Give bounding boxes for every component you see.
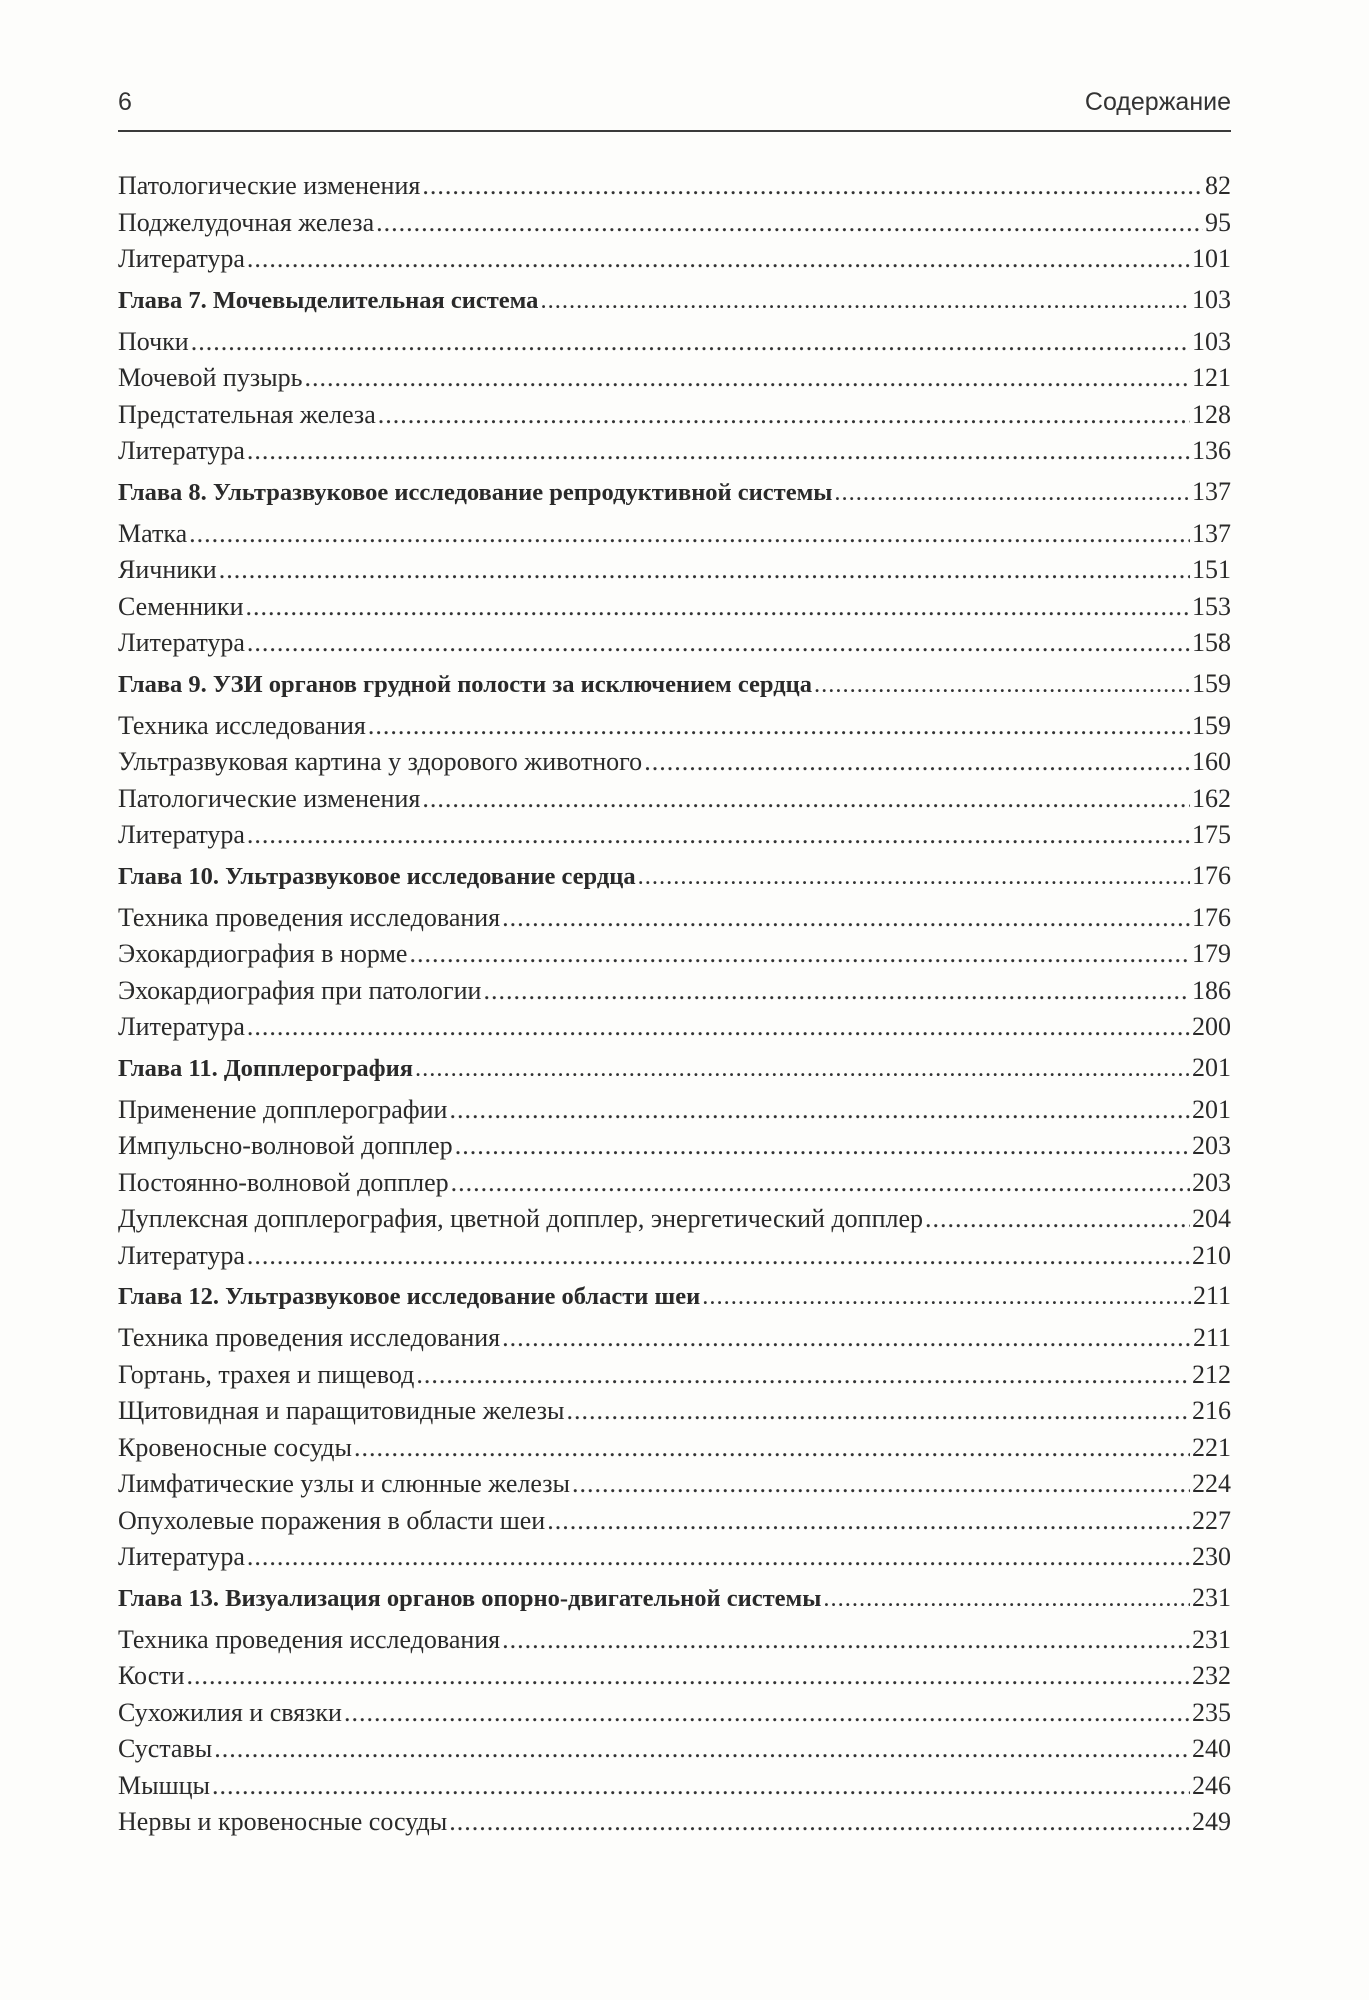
dot-leader (415, 1051, 1190, 1087)
toc-entry-page-number: 151 (1192, 555, 1231, 584)
toc-entry-title: Техника исследования (118, 710, 366, 740)
toc-entry-title: Сухожилия и связки (118, 1697, 342, 1727)
toc-entry-title: Кости (118, 1661, 185, 1690)
toc-entry-title: Эхокардиография при патологии (118, 975, 482, 1005)
toc-entry-title: Литература (118, 1012, 245, 1041)
toc-entry-title: Глава 8. Ультразвуковое исследование репродуктивной системы (118, 478, 833, 506)
toc-entry-page-number: 137 (1192, 476, 1231, 506)
toc-entry-title: Дуплексная допплерография, цветной допплер, энергетический допплер (118, 1204, 924, 1233)
dot-leader (566, 1393, 1190, 1429)
toc-entry-title: Техника проведения исследования (118, 1323, 501, 1352)
toc-entry-title: Матка (118, 518, 188, 548)
toc-entry (118, 1238, 1231, 1275)
dot-leader (247, 433, 1190, 469)
dot-leader (422, 168, 1203, 204)
toc-entry-title: Литература (118, 436, 245, 465)
toc-entry-page-number: 216 (1192, 1396, 1231, 1425)
dot-leader (925, 1201, 1190, 1237)
dot-leader (823, 1581, 1190, 1617)
toc-entry-page-number: 221 (1192, 1432, 1231, 1462)
toc-entry (118, 973, 1231, 1010)
toc-entry-page-number: 186 (1192, 975, 1231, 1005)
dot-leader (638, 859, 1190, 895)
toc-entry-page-number: 179 (1192, 939, 1231, 968)
dot-leader (219, 552, 1190, 588)
toc-entry-page-number: 159 (1192, 710, 1231, 740)
toc-entry-title: Почки (118, 326, 189, 356)
dot-leader (834, 475, 1190, 511)
toc-entry-title: Глава 11. Допплерография (118, 1054, 413, 1082)
toc-entry-title: Суставы (118, 1734, 213, 1763)
toc-entry-title: Мочевой пузырь (118, 363, 303, 392)
dot-leader (212, 1768, 1190, 1804)
toc-entry-title: Литература (118, 820, 245, 849)
dot-leader (502, 900, 1190, 936)
toc-entry-page-number: 231 (1192, 1624, 1231, 1654)
toc-entry (118, 1092, 1231, 1129)
toc-entry (118, 1695, 1231, 1732)
toc-entry-page-number: 211 (1192, 1281, 1231, 1310)
toc-entry (118, 1731, 1231, 1768)
toc-entry-page-number: 246 (1192, 1770, 1231, 1800)
toc-entry-page-number: 227 (1192, 1505, 1231, 1535)
toc-entry-page-number: 210 (1192, 1240, 1231, 1270)
toc-entry (118, 1804, 1231, 1841)
toc-entry (118, 205, 1231, 242)
dot-leader (540, 283, 1190, 319)
toc-entry-page-number: 136 (1192, 436, 1231, 465)
dot-leader (451, 1165, 1190, 1201)
toc-entry (118, 1503, 1231, 1540)
dot-leader (502, 1622, 1190, 1658)
dot-leader (247, 1238, 1190, 1274)
toc-entry (118, 744, 1231, 781)
dot-leader (368, 708, 1190, 744)
toc-entry-page-number: 101 (1192, 244, 1231, 273)
toc-entry (118, 708, 1231, 745)
dot-leader (814, 667, 1190, 703)
toc-entry (118, 781, 1231, 818)
table-of-contents (118, 168, 1231, 1841)
toc-entry (118, 552, 1231, 589)
toc-entry-title: Лимфатические узлы и слюнные железы (118, 1469, 571, 1498)
toc-entry-page-number: 159 (1192, 668, 1231, 698)
dot-leader (247, 1009, 1190, 1045)
dot-leader (449, 1092, 1190, 1128)
toc-entry-page-number: 211 (1192, 1323, 1231, 1352)
toc-entry-title: Применение допплерографии (118, 1094, 448, 1124)
toc-entry-title: Литература (118, 244, 245, 273)
toc-entry (118, 589, 1231, 626)
dot-leader (191, 324, 1190, 360)
toc-entry-title: Техника проведения исследования (118, 902, 501, 932)
dot-leader (214, 1731, 1190, 1767)
toc-entry-title: Щитовидная и паращитовидные железы (118, 1396, 565, 1425)
dot-leader (502, 1320, 1191, 1356)
toc-entry-page-number: 95 (1205, 207, 1231, 237)
toc-entry-title: Глава 7. Мочевыделительная система (118, 286, 539, 314)
toc-entry-title: Патологические изменения (118, 171, 421, 200)
toc-entry (118, 397, 1231, 434)
toc-entry-page-number: 162 (1192, 783, 1231, 813)
toc-entry-page-number: 240 (1192, 1734, 1231, 1763)
toc-entry (118, 324, 1231, 361)
toc-entry-page-number: 200 (1192, 1012, 1231, 1041)
toc-entry-title: Литература (118, 1542, 245, 1571)
page-number: 6 (118, 88, 132, 116)
dot-leader (416, 1357, 1190, 1393)
toc-entry-title: Эхокардиография в норме (118, 939, 408, 968)
toc-entry-page-number: 201 (1192, 1052, 1231, 1082)
toc-entry (118, 900, 1231, 937)
toc-entry-title: Ультразвуковая картина у здорового животного (118, 747, 643, 776)
toc-entry (118, 1466, 1231, 1503)
toc-entry-page-number: 103 (1192, 284, 1231, 314)
toc-entry-page-number: 153 (1192, 591, 1231, 621)
toc-entry (118, 1622, 1231, 1659)
toc-entry-title: Поджелудочная железа (118, 207, 375, 237)
toc-entry-page-number: 128 (1192, 399, 1231, 429)
dot-leader (354, 1430, 1190, 1466)
toc-chapter-heading (118, 858, 1231, 896)
dot-leader (449, 1804, 1190, 1840)
toc-entry-title: Кровеносные сосуды (118, 1432, 352, 1462)
toc-entry-page-number: 160 (1192, 747, 1231, 776)
toc-entry-title: Предстательная железа (118, 399, 376, 429)
toc-entry-title: Литература (118, 1240, 245, 1270)
toc-chapter-heading (118, 1580, 1231, 1618)
toc-entry-page-number: 175 (1192, 820, 1231, 849)
toc-chapter-heading (118, 1278, 1231, 1316)
dot-leader (247, 241, 1190, 277)
toc-entry-page-number: 203 (1192, 1131, 1231, 1160)
toc-entry-title: Глава 13. Визуализация органов опорно-двигательной системы (118, 1584, 822, 1612)
toc-entry (118, 1539, 1231, 1576)
toc-entry (118, 936, 1231, 973)
toc-entry-title: Патологические изменения (118, 783, 421, 813)
dot-leader (483, 973, 1190, 1009)
toc-entry-title: Гортань, трахея и пищевод (118, 1359, 415, 1389)
toc-entry-page-number: 158 (1192, 628, 1231, 657)
toc-entry-page-number: 232 (1192, 1661, 1231, 1690)
dot-leader (247, 625, 1190, 661)
toc-chapter-heading (118, 282, 1231, 320)
dot-leader (247, 817, 1190, 853)
toc-entry (118, 1393, 1231, 1430)
toc-entry-page-number: 231 (1192, 1582, 1231, 1612)
dot-leader (247, 1539, 1190, 1575)
toc-entry-page-number: 137 (1192, 518, 1231, 548)
toc-chapter-heading (118, 666, 1231, 704)
toc-entry (118, 360, 1231, 397)
toc-entry-page-number: 201 (1192, 1094, 1231, 1124)
toc-chapter-heading (118, 1050, 1231, 1088)
toc-entry-title: Импульсно-волновой допплер (118, 1131, 453, 1160)
toc-entry-title: Опухолевые поражения в области шеи (118, 1505, 546, 1535)
toc-entry-title: Мышцы (118, 1770, 210, 1800)
dot-leader (644, 744, 1190, 780)
dot-leader (702, 1279, 1191, 1315)
toc-entry-title: Глава 10. Ультразвуковое исследование сердца (118, 862, 636, 890)
dot-leader (409, 936, 1190, 972)
toc-entry-page-number: 121 (1192, 363, 1231, 392)
dot-leader (378, 397, 1190, 433)
toc-entry (118, 433, 1231, 470)
toc-chapter-heading (118, 474, 1231, 512)
toc-entry-title: Техника проведения исследования (118, 1624, 501, 1654)
toc-entry (118, 1658, 1231, 1695)
toc-entry (118, 625, 1231, 662)
toc-entry (118, 1357, 1231, 1394)
toc-entry-page-number: 235 (1192, 1697, 1231, 1727)
dot-leader (189, 516, 1190, 552)
dot-leader (304, 360, 1190, 396)
toc-entry (118, 1430, 1231, 1467)
dot-leader (422, 781, 1190, 817)
toc-entry-title: Глава 9. УЗИ органов грудной полости за исключением сердца (118, 670, 812, 698)
toc-entry-page-number: 103 (1192, 326, 1231, 356)
toc-entry-page-number: 176 (1192, 902, 1231, 932)
page-header (118, 84, 1231, 132)
toc-entry-title: Постоянно-волновой допплер (118, 1167, 449, 1197)
dot-leader (547, 1503, 1190, 1539)
toc-entry (118, 817, 1231, 854)
toc-entry-page-number: 212 (1192, 1359, 1231, 1389)
dot-leader (572, 1466, 1190, 1502)
dot-leader (344, 1695, 1190, 1731)
toc-entry (118, 1201, 1231, 1238)
toc-entry-title: Литература (118, 628, 245, 657)
toc-entry (118, 1128, 1231, 1165)
toc-entry-page-number: 249 (1192, 1807, 1231, 1836)
toc-entry-page-number: 204 (1192, 1204, 1231, 1233)
toc-entry (118, 1009, 1231, 1046)
toc-entry (118, 1165, 1231, 1202)
dot-leader (455, 1128, 1190, 1164)
dot-leader (245, 589, 1190, 625)
toc-entry (118, 1768, 1231, 1805)
toc-entry-title: Нервы и кровеносные сосуды (118, 1807, 448, 1836)
toc-entry-title: Глава 12. Ультразвуковое исследование области шеи (118, 1283, 701, 1310)
dot-leader (376, 205, 1203, 241)
toc-entry-page-number: 82 (1205, 171, 1231, 200)
toc-entry-title: Яичники (118, 555, 217, 584)
toc-entry-page-number: 224 (1192, 1469, 1231, 1498)
toc-entry-page-number: 203 (1192, 1167, 1231, 1197)
toc-entry-page-number: 176 (1192, 860, 1231, 890)
toc-entry-page-number: 230 (1192, 1542, 1231, 1571)
toc-entry (118, 241, 1231, 278)
header-title: Содержание (1084, 88, 1231, 116)
toc-entry (118, 1320, 1231, 1357)
toc-entry (118, 168, 1231, 205)
toc-entry (118, 516, 1231, 553)
toc-entry-title: Семенники (118, 591, 244, 621)
dot-leader (187, 1658, 1190, 1694)
